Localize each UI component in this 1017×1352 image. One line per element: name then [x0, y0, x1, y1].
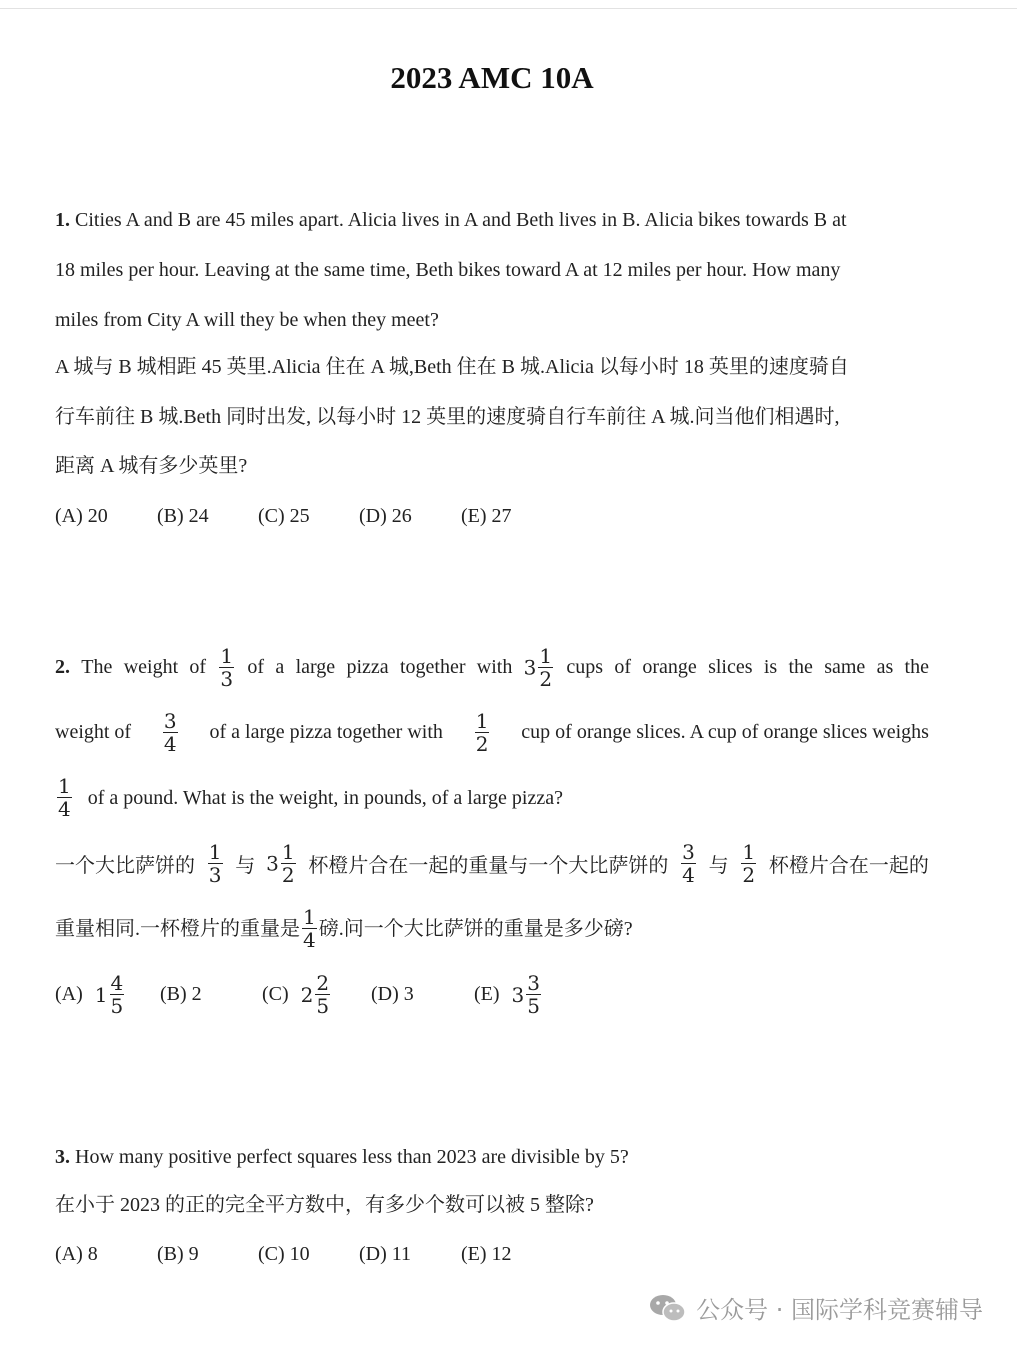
q3-choice-d[interactable]: (D) 11 [359, 1243, 412, 1265]
q2-word: of [247, 655, 265, 678]
q1-zh-3: 距离 A 城有多少英里? [55, 455, 248, 477]
denominator: 5 [110, 994, 124, 1018]
q1-zh-1: A 城与 B 城相距 45 英里.Alicia 住在 A 城,Beth 住在 B 城.Alicia 以每小时 18 英里的速度骑自 [55, 356, 849, 378]
q1-choice-e[interactable]: (E) 27 [461, 505, 512, 527]
q2-word: The [81, 655, 113, 678]
fraction-one-half [475, 710, 490, 755]
watermark [648, 1290, 983, 1325]
fraction-three-quarters [681, 841, 696, 886]
q2-choice-c[interactable] [262, 972, 371, 1017]
denominator: 2 [281, 862, 295, 887]
q1-choices [55, 505, 512, 528]
q2-zh-text: 磅.问一个大比萨饼的重量是多少磅? [318, 917, 633, 940]
q2-number: 2. [55, 655, 70, 678]
q2-text: weight of [55, 720, 132, 743]
fraction-four-fifths [110, 972, 125, 1017]
q2-line-1 [55, 642, 929, 692]
numerator: 1 [539, 643, 553, 668]
choice-label: (A) [55, 983, 83, 1005]
numerator: 1 [208, 839, 222, 864]
q1-text-2: 18 miles per hour. Leaving at the same time, Beth bikes toward A at 12 miles per hour. How many [55, 259, 841, 281]
denominator: 5 [316, 994, 330, 1018]
q2-word: weight [123, 655, 179, 678]
whole-part: 3 [266, 851, 279, 875]
q2-zh-line-1 [55, 838, 929, 888]
denominator: 4 [682, 862, 695, 887]
q2-word: the [788, 655, 813, 678]
q2-choice-d[interactable]: (D) 3 [371, 983, 414, 1005]
denominator: 3 [208, 862, 222, 887]
denominator: 2 [539, 666, 553, 691]
q2-word: the [904, 655, 929, 678]
page-title: 2023 AMC 10A [390, 60, 594, 95]
q3-zh: 在小于 2023 的正的完全平方数中，有多少个数可以被 5 整除? [55, 1194, 594, 1216]
whole-part: 3 [511, 982, 525, 1007]
q2-line-3 [55, 775, 563, 820]
q2-word: slices [708, 655, 753, 678]
fraction-one-third [208, 841, 223, 886]
q1-text-1: Cities A and B are 45 miles apart. Alicia lives in A and Beth lives in B. Alicia bikes towards B at [75, 209, 847, 231]
q1-choice-c[interactable]: (C) 25 [258, 505, 310, 527]
q2-text: of a large pizza together with [209, 720, 443, 743]
q2-word: is [763, 655, 778, 678]
q2-word: together [399, 655, 466, 678]
whole-part: 3 [523, 655, 537, 679]
q2-word: with [476, 655, 513, 678]
numerator: 3 [682, 839, 695, 864]
numerator: 1 [742, 839, 756, 864]
choice-label: (E) [474, 983, 500, 1005]
q1-text-3: miles from City A will they be when they meet? [55, 309, 439, 331]
q3-line-1 [55, 1145, 629, 1169]
q2-choice-e[interactable] [474, 972, 543, 1017]
numerator: 3 [163, 708, 177, 733]
q2-text: cup of orange slices. A cup of orange slices weighs [521, 720, 929, 743]
q2-word: cups [566, 655, 604, 678]
numerator: 3 [527, 971, 541, 995]
numerator: 1 [58, 774, 71, 798]
q3-choices [55, 1243, 512, 1266]
q2-zh-text: 重量相同.一杯橙片的重量是 [55, 917, 300, 940]
q2-word: pizza [346, 655, 389, 678]
q2-choices [55, 972, 543, 1017]
fraction-one-half [741, 841, 756, 886]
q2-zh-text: 与 [235, 854, 256, 877]
q1-line-1 [55, 208, 847, 232]
numerator: 1 [303, 905, 316, 929]
denominator: 5 [527, 994, 541, 1018]
numerator: 2 [316, 971, 330, 995]
q1-number: 1. [55, 209, 70, 231]
q1-choice-b[interactable]: (B) 24 [157, 505, 209, 527]
whole-part: 2 [300, 982, 314, 1007]
numerator: 1 [281, 839, 295, 864]
q2-choice-a[interactable] [55, 972, 160, 1017]
q2-word: of [614, 655, 632, 678]
mixed-three-and-half [266, 841, 297, 886]
fraction-one-quarter [302, 906, 317, 951]
q3-choice-c[interactable]: (C) 10 [258, 1243, 310, 1265]
q2-zh-text: 杯橙片合在一起的 [768, 854, 929, 877]
denominator: 4 [303, 928, 316, 952]
q2-zh-text: 与 [708, 854, 729, 877]
q1-choice-d[interactable]: (D) 26 [359, 505, 412, 527]
fraction-two-fifths [315, 972, 330, 1017]
denominator: 3 [220, 666, 234, 691]
fraction-one-third [219, 645, 234, 690]
q3-text: How many positive perfect squares less than 2023 are divisible by 5? [75, 1146, 629, 1168]
q3-choice-b[interactable]: (B) 9 [157, 1243, 199, 1265]
wechat-icon [648, 1293, 688, 1323]
numerator: 1 [475, 708, 489, 733]
watermark-text: 公众号 · 国际学科竞赛辅导 [696, 1296, 983, 1324]
q2-zh-text: 杯橙片合在一起的重量与一个大比萨饼的 [308, 854, 669, 877]
fraction-three-fifths [526, 972, 541, 1017]
q3-number: 3. [55, 1146, 70, 1168]
denominator: 4 [58, 797, 71, 821]
q2-word: orange [642, 655, 697, 678]
q2-word: as [876, 655, 894, 678]
q3-choice-e[interactable]: (E) 12 [461, 1243, 512, 1265]
fraction-one-half [281, 841, 296, 886]
denominator: 2 [475, 731, 489, 756]
top-divider [0, 8, 1017, 9]
fraction-one-half [538, 645, 553, 690]
choice-label: (C) [262, 983, 289, 1005]
fraction-three-quarters [163, 710, 178, 755]
q3-choice-a[interactable]: (A) 8 [55, 1243, 98, 1265]
whole-part: 1 [94, 982, 108, 1007]
numerator: 1 [220, 643, 234, 668]
q2-choice-b[interactable]: (B) 2 [160, 983, 202, 1005]
fraction-one-quarter [57, 775, 72, 820]
denominator: 4 [163, 731, 177, 756]
numerator: 4 [110, 971, 124, 995]
q2-zh-text: 一个大比萨饼的 [55, 854, 195, 877]
q2-word: same [824, 655, 866, 678]
q2-text: of a pound. What is the weight, in pounds, of a large pizza? [87, 786, 563, 809]
q1-zh-2: 行车前往 B 城.Beth 同时出发, 以每小时 12 英里的速度骑自行车前往 A 城.问当他们相遇时, [55, 406, 840, 428]
q2-line-2 [55, 707, 929, 757]
q2-word: of [189, 655, 207, 678]
q2-word: a [275, 655, 285, 678]
q1-choice-a[interactable]: (A) 20 [55, 505, 108, 527]
denominator: 2 [742, 862, 756, 887]
mixed-three-and-half [524, 645, 555, 690]
q2-word: large [295, 655, 336, 678]
q2-zh-line-2 [55, 906, 633, 951]
